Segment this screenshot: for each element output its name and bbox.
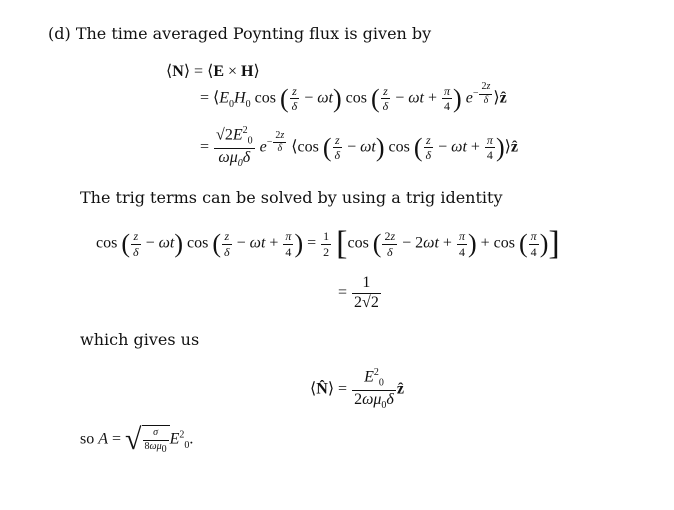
equation-flux-expand: = $⟨E_0H_0$ cos ( $\frac{z}{\delta}$ − ωt) cos ( $\frac{z}{\delta}$ − ωt + $\frac{\pi}{4}$ ) $e^{- \frac{2z}{\delta}}$ ⟩ẑ bbox=[200, 81, 507, 114]
equation-flux-def: ⟨N⟩ = ⟨E × H⟩ bbox=[166, 63, 260, 80]
trig-identity-text: The trig terms can be solved by using a trig identity bbox=[80, 188, 503, 207]
equation-final-flux: ⟨N̂⟩ = $\frac{E^2_0}{2\omega\mu_0\delta}$ ẑ bbox=[310, 367, 404, 412]
result-text: which gives us bbox=[80, 330, 200, 349]
equation-flux-simplified: = $\frac{√2E^2_0}{\omega\mu_0\delta}$ $e^{- \frac{2z}{\delta}}$ ⟨cos ( $\frac{z}{\delta}$ − ωt) cos ( $\frac{z}{\delta}$ − ωt + $\frac{\pi}{4}$ )⟩ẑ bbox=[200, 125, 518, 170]
so-a-label: so bbox=[80, 430, 95, 448]
equation-amplitude: so A = √ $\frac{\sigma}{8\omega\mu_0}$ $E^2_0$. bbox=[80, 423, 194, 456]
equation-trig-identity: cos ( $\frac{z}{\delta}$ − ωt) cos ( $\frac{z}{\delta}$ − ωt + $\frac{\pi}{4}$ ) = $\frac{1}{2}$ [cos ( $\frac{2z}{\delta}$ − 2ωt + $\frac{\pi}{4}$ ) + cos ( $\frac{\pi}{4}$ )] bbox=[96, 225, 560, 262]
period: . bbox=[189, 430, 194, 448]
equation-trig-result: = $\frac{1}{2√2}$ bbox=[338, 274, 379, 311]
intro-text: (d) The time averaged Poynting flux is given by bbox=[48, 24, 432, 43]
